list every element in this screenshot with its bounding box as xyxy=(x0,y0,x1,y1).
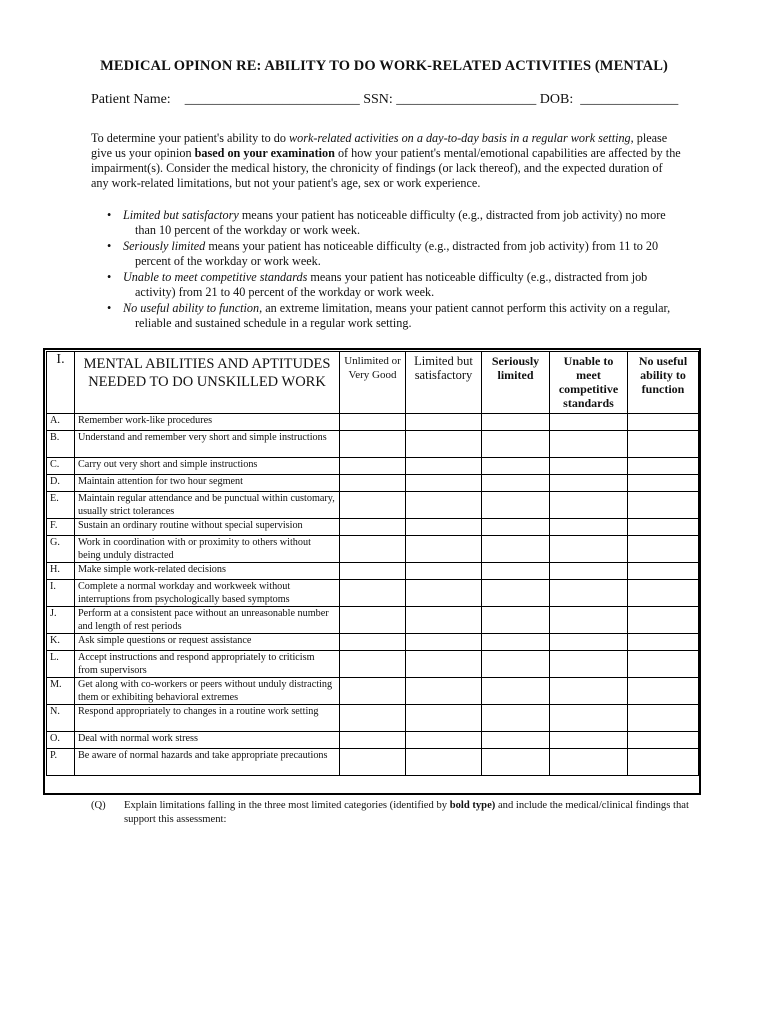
rating-cell[interactable] xyxy=(628,651,699,678)
intro-text: To determine your patient's ability to do xyxy=(91,131,289,145)
rating-cell[interactable] xyxy=(628,492,699,519)
rating-cell[interactable] xyxy=(482,414,550,431)
rating-cell[interactable] xyxy=(550,475,628,492)
table-row xyxy=(47,458,699,475)
rating-cell[interactable] xyxy=(550,651,628,678)
row-letter: A. xyxy=(47,414,75,431)
row-letter: K. xyxy=(47,634,75,651)
row-letter: O. xyxy=(47,732,75,749)
table-row xyxy=(47,732,699,749)
definition-term: Seriously limited xyxy=(123,239,206,253)
definition-item xyxy=(91,239,681,269)
rating-cell[interactable] xyxy=(628,749,699,776)
rating-cell[interactable] xyxy=(550,580,628,607)
rating-cell[interactable] xyxy=(340,634,406,651)
rating-cell[interactable] xyxy=(406,651,482,678)
table-row xyxy=(47,705,699,732)
mental-abilities-table xyxy=(46,351,699,776)
table-row xyxy=(47,431,699,458)
intro-bold-text: based on your examination xyxy=(194,146,335,160)
rating-cell[interactable] xyxy=(628,414,699,431)
column-header-unable-to-meet: Unable to meet competitive standards xyxy=(550,352,628,414)
row-ability: Sustain an ordinary routine without special supervision xyxy=(75,519,340,536)
row-ability: Make simple work-related decisions xyxy=(75,563,340,580)
rating-cell[interactable] xyxy=(406,458,482,475)
rating-cell[interactable] xyxy=(406,414,482,431)
row-letter: M. xyxy=(47,678,75,705)
rating-cell[interactable] xyxy=(406,607,482,634)
rating-cell[interactable] xyxy=(482,651,550,678)
rating-cell[interactable] xyxy=(550,414,628,431)
intro-text: of how your patient's mental/emotional capabilities are affected by the impairment(s). Consider the medical history, the chronicity of findings (or lack thereof), and the expected duration of any work-related limitations, but not your patient's age, sex or work experience. xyxy=(91,146,681,190)
question-label: (Q) xyxy=(91,800,106,811)
rating-cell[interactable] xyxy=(406,431,482,458)
rating-cell[interactable] xyxy=(406,678,482,705)
rating-cell[interactable] xyxy=(550,519,628,536)
rating-cell[interactable] xyxy=(406,536,482,563)
rating-cell[interactable] xyxy=(340,732,406,749)
row-ability: Respond appropriately to changes in a routine work setting xyxy=(75,705,340,732)
rating-cell[interactable] xyxy=(550,607,628,634)
row-ability: Maintain attention for two hour segment xyxy=(75,475,340,492)
row-ability: Maintain regular attendance and be punctual within customary, usually strict tolerances xyxy=(75,492,340,519)
row-ability: Be aware of normal hazards and take appropriate precautions xyxy=(75,749,340,776)
table-header-row xyxy=(47,352,699,414)
intro-italic-text: work-related activities on a day-to-day basis in a regular work setting, xyxy=(289,131,634,145)
rating-cell[interactable] xyxy=(628,580,699,607)
row-letter: N. xyxy=(47,705,75,732)
rating-cell[interactable] xyxy=(628,563,699,580)
rating-cell[interactable] xyxy=(628,458,699,475)
column-header-no-useful-ability: No useful ability to function xyxy=(628,352,699,414)
row-letter: B. xyxy=(47,431,75,458)
question-q xyxy=(91,799,691,826)
row-letter: C. xyxy=(47,458,75,475)
dob-field[interactable]: ______________ xyxy=(580,92,679,107)
rating-cell[interactable] xyxy=(550,492,628,519)
rating-cell[interactable] xyxy=(550,678,628,705)
rating-cell[interactable] xyxy=(482,519,550,536)
row-letter: I. xyxy=(47,580,75,607)
rating-cell[interactable] xyxy=(340,678,406,705)
definition-text: means your patient has noticeable difficulty (e.g., distracted from job activity) from 11 to 20 percent of the workday or work week. xyxy=(135,239,659,268)
table-row xyxy=(47,651,699,678)
rating-cell[interactable] xyxy=(482,580,550,607)
row-letter: G. xyxy=(47,536,75,563)
table-row xyxy=(47,563,699,580)
rating-cell[interactable] xyxy=(482,634,550,651)
ssn-field[interactable]: ____________________ xyxy=(396,92,537,107)
section-number: I. xyxy=(47,352,75,414)
rating-cell[interactable] xyxy=(482,607,550,634)
definition-item xyxy=(91,301,681,331)
definition-term: Limited but satisfactory xyxy=(123,208,239,222)
question-text xyxy=(124,799,691,826)
rating-cell[interactable] xyxy=(340,563,406,580)
definition-text: means your patient has noticeable difficulty (e.g., distracted from job activity) no more than 10 percent of the workday or work week. xyxy=(135,208,666,237)
table-row xyxy=(47,492,699,519)
rating-cell[interactable] xyxy=(340,414,406,431)
page-title: MEDICAL OPINON RE: ABILITY TO DO WORK-RELATED ACTIVITIES (MENTAL) xyxy=(100,58,668,74)
rating-cell[interactable] xyxy=(550,732,628,749)
row-letter: L. xyxy=(47,651,75,678)
rating-cell[interactable] xyxy=(406,492,482,519)
question-text-part: Explain limitations falling in the three most limited categories (identified by xyxy=(124,800,450,811)
rating-cell[interactable] xyxy=(340,458,406,475)
rating-cell[interactable] xyxy=(628,732,699,749)
intro-text: please give us your opinion xyxy=(91,131,668,160)
question-bold-text: bold type) xyxy=(449,800,496,811)
rating-cell[interactable] xyxy=(628,705,699,732)
rating-cell[interactable] xyxy=(550,705,628,732)
rating-cell[interactable] xyxy=(406,634,482,651)
definition-text: , an extreme limitation, means your patient cannot perform this activity on a regular, reliable and sustained schedule in a regular work setting. xyxy=(135,301,671,330)
row-letter: P. xyxy=(47,749,75,776)
instructions-paragraph xyxy=(91,131,681,191)
rating-cell[interactable] xyxy=(482,678,550,705)
patient-name-label: Patient Name: xyxy=(91,92,171,107)
rating-cell[interactable] xyxy=(482,536,550,563)
rating-cell[interactable] xyxy=(340,607,406,634)
rating-cell[interactable] xyxy=(628,519,699,536)
table-row xyxy=(47,475,699,492)
row-letter: H. xyxy=(47,563,75,580)
rating-cell[interactable] xyxy=(628,678,699,705)
column-header-seriously-limited: Seriously limited xyxy=(482,352,550,414)
rating-cell[interactable] xyxy=(340,651,406,678)
rating-cell[interactable] xyxy=(628,634,699,651)
patient-info-line xyxy=(91,92,678,108)
row-ability: Understand and remember very short and simple instructions xyxy=(75,431,340,458)
rating-cell[interactable] xyxy=(550,749,628,776)
rating-cell[interactable] xyxy=(550,634,628,651)
dob-label: DOB: xyxy=(539,92,574,107)
definition-term: No useful ability to function xyxy=(123,301,260,315)
row-ability: Ask simple questions or request assistance xyxy=(75,634,340,651)
rating-cell[interactable] xyxy=(482,492,550,519)
row-ability: Accept instructions and respond appropriately to criticism from supervisors xyxy=(75,651,340,678)
row-ability: Work in coordination with or proximity to others without being unduly distracted xyxy=(75,536,340,563)
ssn-label: SSN: xyxy=(363,92,393,107)
rating-cell[interactable] xyxy=(482,563,550,580)
definition-item xyxy=(91,208,681,238)
rating-cell[interactable] xyxy=(340,705,406,732)
rating-cell[interactable] xyxy=(340,475,406,492)
table-row xyxy=(47,749,699,776)
rating-cell[interactable] xyxy=(340,431,406,458)
table-row xyxy=(47,519,699,536)
table-heading: MENTAL ABILITIES AND APTITUDES NEEDED TO DO UNSKILLED WORK xyxy=(75,352,340,414)
definition-text: means your patient has noticeable difficulty (e.g., distracted from job activity) from 21 to 40 percent of the workday or work week. xyxy=(135,270,648,299)
row-ability: Perform at a consistent pace without an unreasonable number and length of rest periods xyxy=(75,607,340,634)
rating-cell[interactable] xyxy=(550,431,628,458)
rating-cell[interactable] xyxy=(628,607,699,634)
rating-cell[interactable] xyxy=(406,705,482,732)
row-ability: Carry out very short and simple instructions xyxy=(75,458,340,475)
rating-cell[interactable] xyxy=(406,732,482,749)
row-ability: Get along with co-workers or peers without unduly distracting them or exhibiting behavioral extremes xyxy=(75,678,340,705)
table-row xyxy=(47,607,699,634)
rating-cell[interactable] xyxy=(482,458,550,475)
rating-cell[interactable] xyxy=(406,580,482,607)
table-row xyxy=(47,678,699,705)
definition-term: Unable to meet competitive standards xyxy=(123,270,308,284)
rating-cell[interactable] xyxy=(482,475,550,492)
rating-cell[interactable] xyxy=(628,475,699,492)
patient-name-field[interactable]: _________________________ xyxy=(184,92,360,107)
rating-cell[interactable] xyxy=(340,519,406,536)
rating-cell[interactable] xyxy=(482,749,550,776)
rating-cell[interactable] xyxy=(340,749,406,776)
rating-cell[interactable] xyxy=(550,536,628,563)
question-text-part: and include the medical/clinical findings that support this assessment: xyxy=(124,800,689,825)
rating-cell[interactable] xyxy=(406,519,482,536)
table-row xyxy=(47,580,699,607)
row-ability: Deal with normal work stress xyxy=(75,732,340,749)
definitions-list xyxy=(91,208,681,332)
row-letter: E. xyxy=(47,492,75,519)
rating-cell[interactable] xyxy=(550,458,628,475)
definition-item xyxy=(91,270,681,300)
table-row xyxy=(47,634,699,651)
rating-cell[interactable] xyxy=(340,536,406,563)
rating-cell[interactable] xyxy=(406,563,482,580)
rating-cell[interactable] xyxy=(340,492,406,519)
table-row xyxy=(47,414,699,431)
column-header-unlimited: Unlimited or Very Good xyxy=(340,352,406,414)
row-letter: J. xyxy=(47,607,75,634)
rating-cell[interactable] xyxy=(550,563,628,580)
rating-cell[interactable] xyxy=(406,475,482,492)
rating-cell[interactable] xyxy=(628,431,699,458)
row-ability: Complete a normal workday and workweek without interruptions from psychologically based symptoms xyxy=(75,580,340,607)
rating-cell[interactable] xyxy=(340,580,406,607)
rating-cell[interactable] xyxy=(482,431,550,458)
row-letter: F. xyxy=(47,519,75,536)
row-ability: Remember work-like procedures xyxy=(75,414,340,431)
rating-cell[interactable] xyxy=(406,749,482,776)
row-letter: D. xyxy=(47,475,75,492)
rating-cell[interactable] xyxy=(482,732,550,749)
table-row xyxy=(47,536,699,563)
rating-cell[interactable] xyxy=(628,536,699,563)
column-header-limited-satisfactory: Limited but satisfactory xyxy=(406,352,482,414)
rating-cell[interactable] xyxy=(482,705,550,732)
